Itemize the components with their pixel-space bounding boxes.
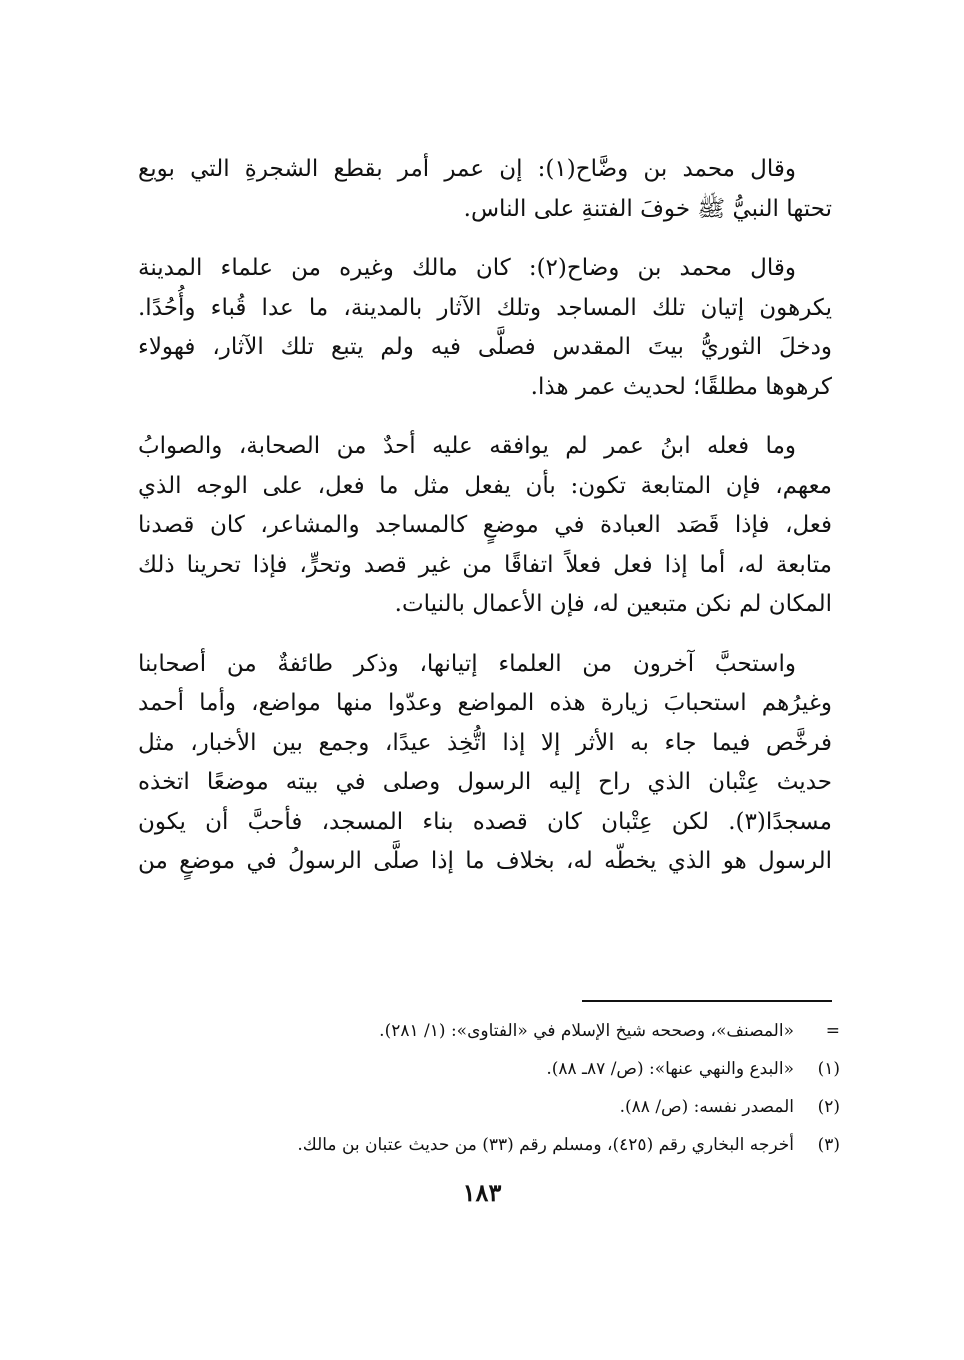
text-line: ودخلَ الثوريُّ بيتَ المقدس فصلَّى فيه ولم يتبع تلك الآثار، فهولاء (138, 334, 832, 360)
footnote (180, 1126, 840, 1164)
text-line: المكان لم نكن متبعين له، فإن الأعمال بالنيات. (394, 591, 832, 617)
footnote-marker: (٣) (817, 1135, 840, 1155)
text-line: مسجدًا(٣). لكن عِتْبان كان قصده بناء المسجد، فأحبَّ أن يكون (138, 808, 832, 835)
text-line: فرخَّص فيما جاء به الأثر إلا إذا اتُّخِذ عيدًا، وجمع بين الأخبار، مثل (138, 729, 832, 756)
text-line: متابعة له، أما إذا فعل فعلاً اتفاقًا من غير قصد وتحرٍّ، فإذا تحرينا ذلك (138, 551, 832, 578)
text-line: تحتها النبيُّ ﷺ خوفَ الفتنةِ على الناس. (463, 195, 832, 222)
text-line: معهم، فإن المتابعة تكون: بأن يفعل مثل ما فعل، على الوجه الذي (138, 472, 832, 499)
footnote-text: أخرجه البخاري رقم (٤٢٥)، ومسلم رقم (٣٣) من حديث عتبان بن مالك. (297, 1135, 794, 1155)
text-line: وغيرُهم استحبابَ زيارة هذه المواضع وعدّوا منها مواضع، وأما أحمد (138, 690, 832, 716)
paragraph (138, 427, 832, 625)
text-line: حديث عِتْبان الذي راح إليه الرسول وصلى في بيته موضعًا اتخذه (138, 769, 832, 795)
footnote-marker: (٢) (817, 1097, 840, 1117)
paragraph (138, 150, 832, 229)
text-line: فعل، فإذا قَصَد العبادة في موضعٍ كالمساجد والمشاعر، كان قصدنا (138, 512, 832, 538)
footnotes (180, 1012, 840, 1164)
paragraph (138, 249, 832, 407)
text-line: كرهوها مطلقًا؛ لحديث عمر هذا. (530, 373, 832, 400)
text-line: واستحبَّ آخرون من العلماء إتيانها، وذكر طائفةٌ من أصحابنا (138, 650, 796, 677)
text-line: وما فعله ابنُ عمر لم يوافقه عليه أحدٌ من الصحابة، والصوابُ (138, 433, 796, 459)
text-line: الرسول هو الذي يخطّه له، بخلاف ما إذا صلَّى الرسولُ في موضعٍ من (138, 848, 832, 874)
footnote-text: المصدر نفسه: (ص/ ٨٨). (619, 1097, 794, 1117)
footnote-separator (582, 1000, 832, 1002)
paragraph (138, 645, 832, 882)
footnote-marker: = (825, 1021, 840, 1041)
footnote (180, 1050, 840, 1088)
footnote (180, 1012, 840, 1050)
footnote-text: «البدع والنهي عنها»: (ص/ ٨٧ـ ٨٨). (546, 1059, 794, 1079)
footnote-marker: (١) (817, 1059, 840, 1079)
page-number: ١٨٣ (462, 1178, 502, 1207)
main-text (138, 150, 832, 902)
text-line: يكرهون إتيان تلك المساجد وتلك الآثار بالمدينة، ما عدا قُباء وأُحُدًا. (138, 294, 832, 321)
footnote (180, 1088, 840, 1126)
footnote-text: «المصنف»، وصححه شيخ الإسلام في «الفتاوى»: (١/ ٢٨١). (379, 1021, 794, 1041)
text-line: وقال محمد بن وضاح(٢): كان مالك وغيره من علماء المدينة (138, 255, 796, 281)
text-line: وقال محمد بن وضَّاح(١): إن عمر أمر بقطع الشجرةِ التي بويع (138, 156, 796, 182)
